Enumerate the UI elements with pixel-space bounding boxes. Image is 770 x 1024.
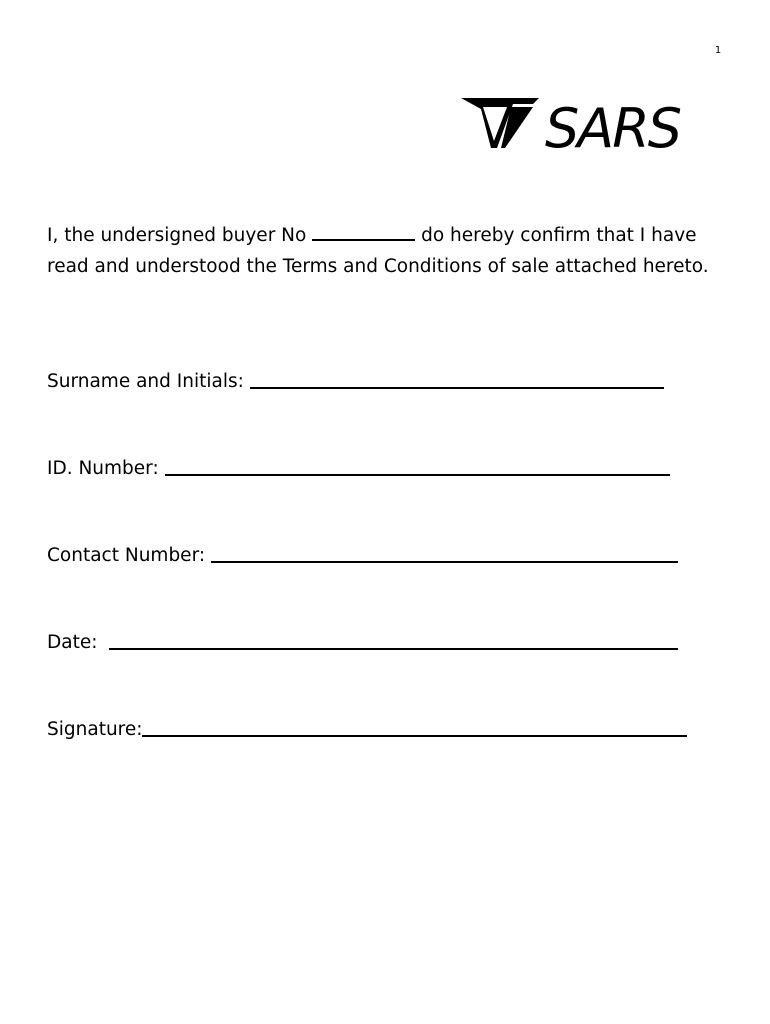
surname-initials-line (250, 387, 664, 389)
date-field (47, 627, 678, 655)
id-number-label: ID. Number: (47, 458, 165, 479)
statement-text-start: I, the undersigned buyer No (47, 225, 313, 246)
statement-text-end: do hereby confirm that I have read and understood the Terms and Conditions of sale attached hereto. (47, 225, 709, 277)
svg-text:SARS: SARS (545, 97, 681, 151)
signature-label: Signature: (47, 719, 143, 740)
surname-initials-label: Surname and Initials: (47, 371, 250, 392)
buyer-number-blank (312, 225, 415, 241)
page-number: 1 (714, 45, 722, 56)
confirmation-statement (47, 220, 737, 282)
id-number-field (47, 453, 670, 481)
signature-field (47, 714, 687, 742)
date-label: Date: (47, 632, 110, 653)
surname-initials-field (47, 366, 664, 394)
date-line (109, 648, 678, 650)
sars-logo (461, 95, 701, 151)
sars-logo-graphic (461, 95, 701, 151)
contact-number-field (47, 540, 678, 568)
id-number-line (165, 474, 670, 476)
contact-number-label: Contact Number: (47, 545, 211, 566)
contact-number-line (211, 561, 678, 563)
signature-line (142, 735, 687, 737)
